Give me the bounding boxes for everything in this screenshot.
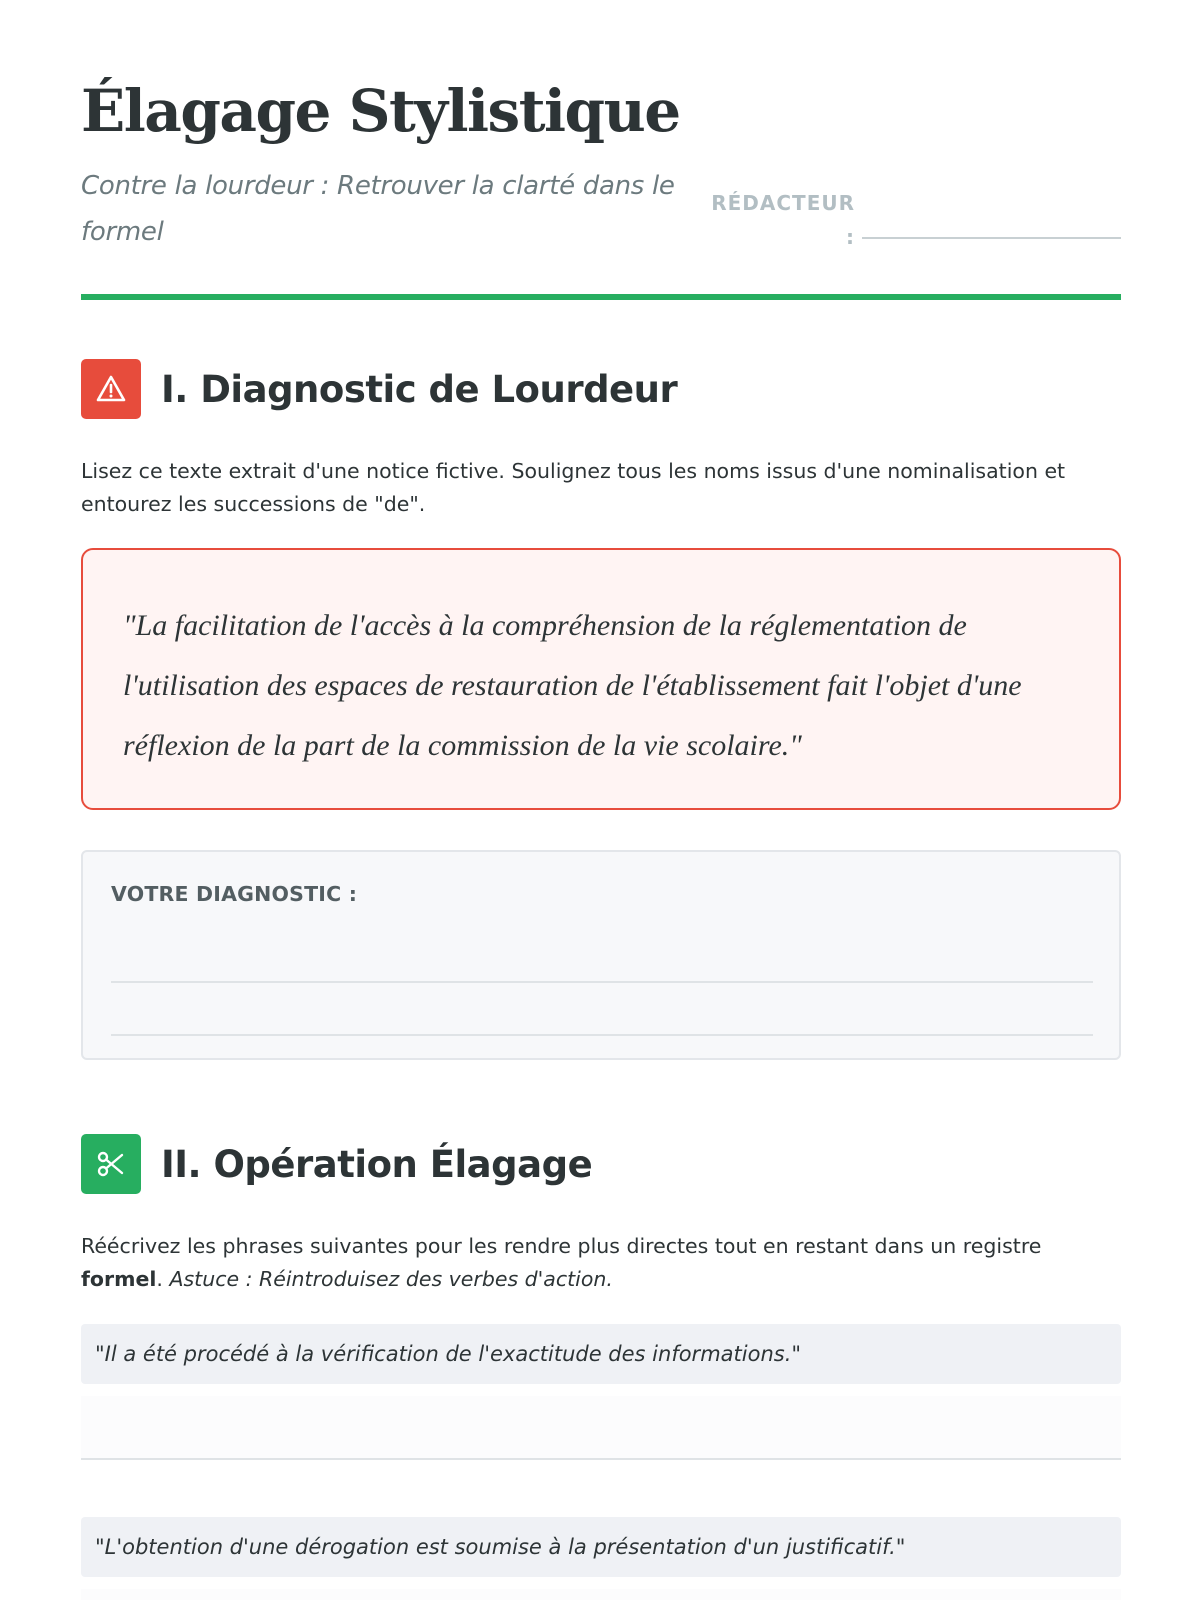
- section-2-header: [81, 1134, 592, 1194]
- section-2-title: II. Opération Élagage: [161, 1142, 593, 1186]
- section-1-title: I. Diagnostic de Lourdeur: [161, 367, 678, 411]
- rewrite-answer-field[interactable]: [81, 1396, 1121, 1460]
- instructions-punctuation: .: [156, 1267, 170, 1291]
- page-title: Élagage Stylistique: [81, 77, 680, 145]
- instructions-emphasis: formel: [81, 1267, 157, 1291]
- section-1-instructions: Lisez ce texte extrait d'une notice fictive. Soulignez tous les noms issus d'une nominalisation et entourez les successions de "de".: [81, 459, 1066, 516]
- page-subtitle: Contre la lourdeur : Retrouver la clarté dans le formel: [81, 171, 675, 247]
- header-divider: [81, 294, 1121, 300]
- diagnostic-answer-line[interactable]: [111, 1034, 1093, 1036]
- redacteur-label: RÉDACTEUR :: [711, 191, 855, 249]
- warning-icon: [81, 359, 141, 419]
- instructions-text: Réécrivez les phrases suivantes pour les rendre plus directes tout en restant dans un registre: [81, 1234, 1042, 1258]
- sentence-to-rewrite: "L'obtention d'une dérogation est soumise à la présentation d'un justificatif.": [81, 1517, 1121, 1577]
- excerpt-quote: "La facilitation de l'accès à la compréhension de la réglementation de l'utilisation des espaces de restauration de l'établissement fait l'objet d'une réflexion de la part de la commission de la vie scolaire.": [123, 609, 1022, 762]
- redacteur-field[interactable]: [862, 237, 1121, 239]
- diagnostic-answer-line[interactable]: [111, 981, 1093, 983]
- rewrite-answer-field[interactable]: [81, 1589, 1121, 1600]
- scissors-icon: [81, 1134, 141, 1194]
- instructions-tip: Astuce : Réintroduisez des verbes d'action.: [169, 1267, 613, 1291]
- section-2-instructions: [81, 1230, 1121, 1296]
- excerpt-quote-box: [81, 548, 1121, 810]
- section-1-header: [81, 359, 677, 419]
- diagnostic-box: [81, 850, 1121, 1060]
- diagnostic-label: VOTRE DIAGNOSTIC :: [111, 882, 358, 906]
- sentence-to-rewrite: "Il a été procédé à la vérification de l'exactitude des informations.": [81, 1324, 1121, 1384]
